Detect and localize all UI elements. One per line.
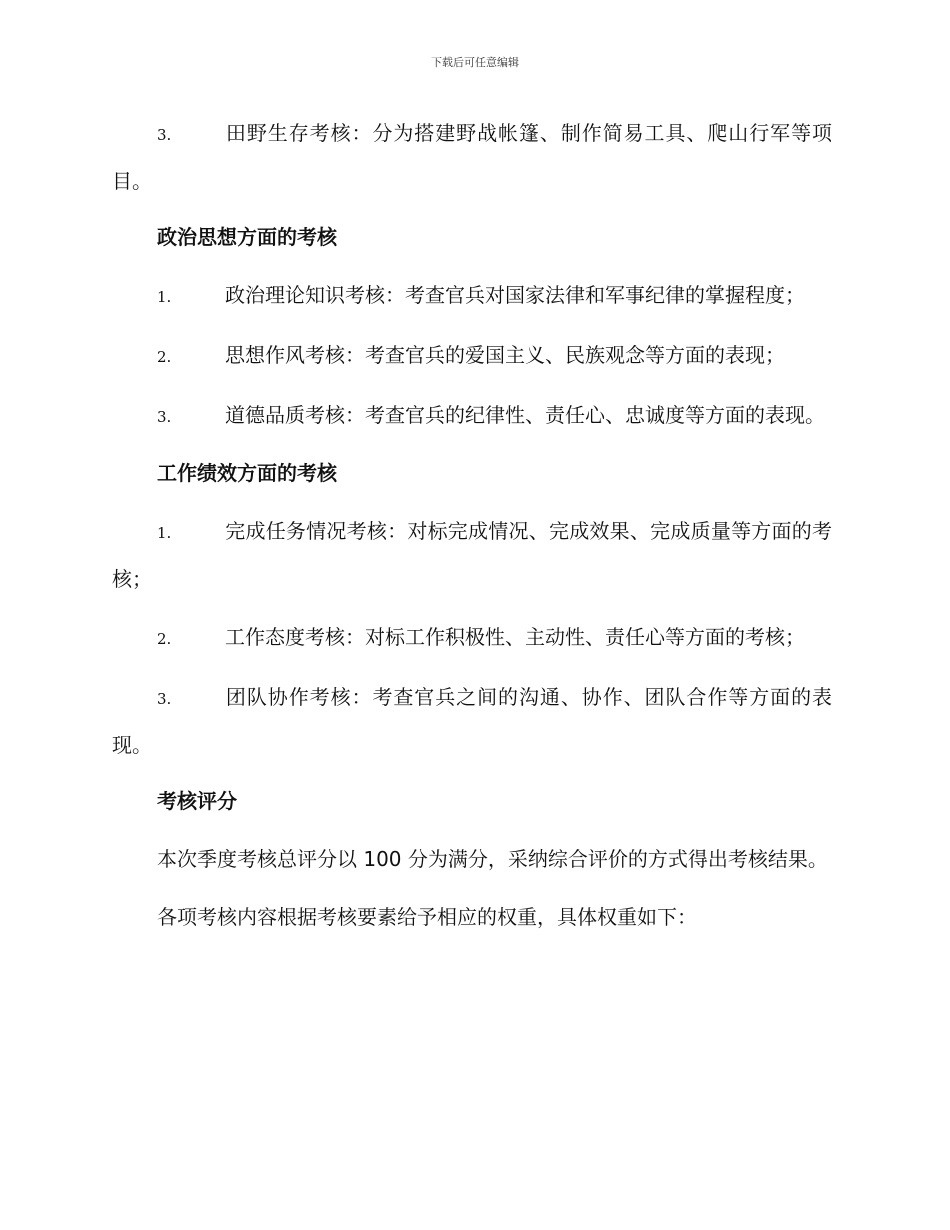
list-item-teamwork — [112, 674, 832, 768]
list-item-political-theory — [112, 272, 832, 320]
list-number: 2. — [157, 630, 172, 648]
list-item-text: 团队协作考核：考查官兵之间的沟通、协作、团队合作等方面的表现。 — [112, 685, 832, 757]
list-item-field-survival — [112, 110, 832, 204]
page-header: 下载后可任意编辑 — [431, 56, 519, 69]
list-item-text: 工作态度考核：对标工作积极性、主动性、责任心等方面的考核； — [225, 625, 805, 649]
list-item-moral-quality — [112, 392, 832, 440]
paragraph-weighting: 各项考核内容根据考核要素给予相应的权重，具体权重如下： — [157, 905, 697, 929]
list-item-text: 道德品质考核：考查官兵的纪律性、责任心、忠诚度等方面的表现。 — [225, 403, 825, 427]
paragraph-scoring-method: 本次季度考核总评分以 100 分为满分，采纳综合评价的方式得出考核结果。 — [157, 847, 828, 871]
list-item-text: 完成任务情况考核：对标完成情况、完成效果、完成质量等方面的考核； — [112, 519, 832, 591]
document-body — [112, 110, 832, 952]
list-item-text: 政治理论知识考核：考查官兵对国家法律和军事纪律的掌握程度； — [225, 283, 805, 307]
list-item-task-completion — [112, 508, 832, 602]
section-heading-scoring: 考核评分 — [157, 789, 237, 813]
list-number: 2. — [157, 348, 172, 366]
list-number: 3. — [157, 126, 172, 144]
list-number: 3. — [157, 408, 172, 426]
list-item-text: 田野生存考核：分为搭建野战帐篷、制作简易工具、爬山行军等项目。 — [112, 121, 832, 193]
list-item-ideological-style — [112, 332, 832, 380]
section-heading-political: 政治思想方面的考核 — [157, 225, 337, 249]
list-number: 1. — [157, 524, 172, 542]
list-number: 1. — [157, 288, 172, 306]
list-item-work-attitude — [112, 614, 832, 662]
list-number: 3. — [157, 690, 172, 708]
list-item-text: 思想作风考核：考查官兵的爱国主义、民族观念等方面的表现； — [225, 343, 785, 367]
section-heading-performance: 工作绩效方面的考核 — [157, 461, 337, 485]
